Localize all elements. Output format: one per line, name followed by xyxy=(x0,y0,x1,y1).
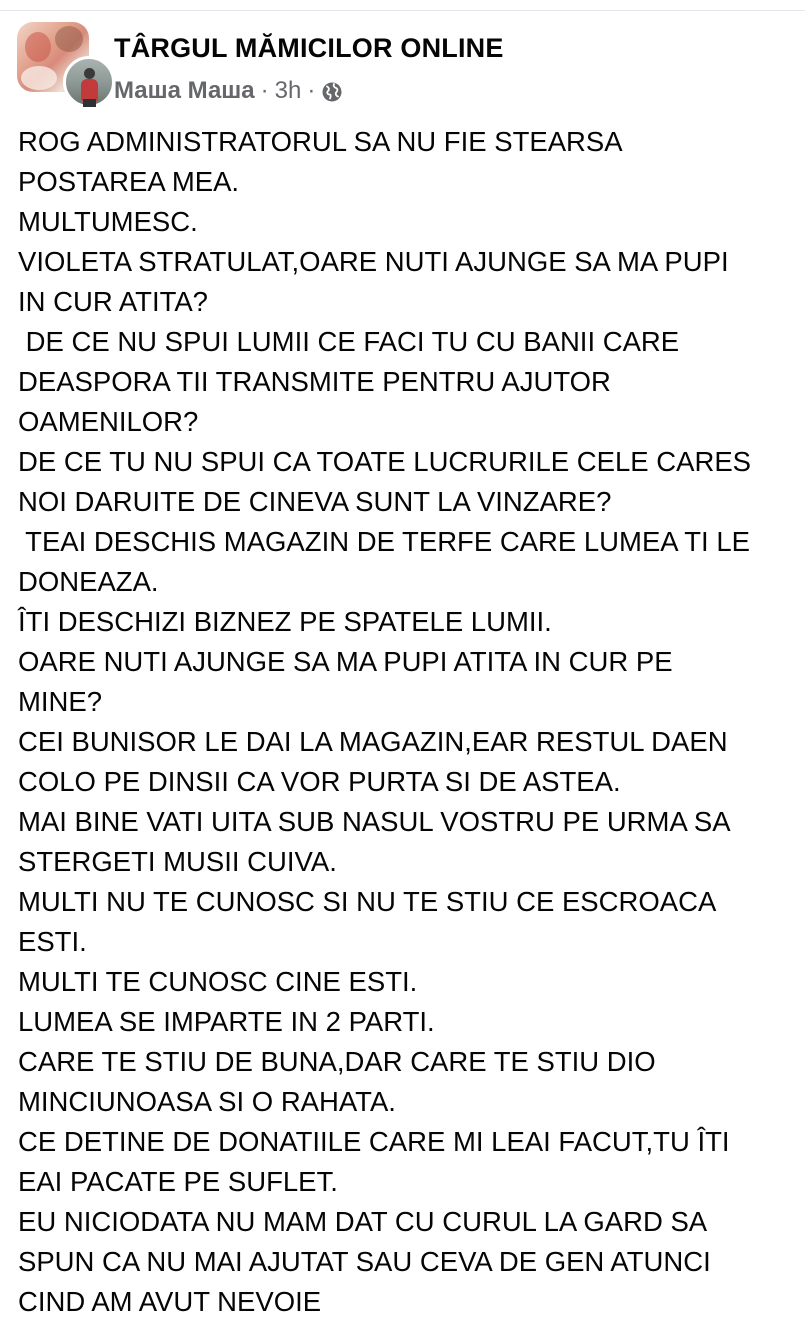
post-text-line: STERGETI MUSII CUIVA. xyxy=(18,846,337,877)
post-meta xyxy=(114,76,343,106)
post-text-line: CE DETINE DE DONATIILE CARE MI LEAI FACUT,TU ÎTI xyxy=(18,1126,730,1157)
author-avatar-detail xyxy=(83,99,96,107)
top-divider xyxy=(0,10,805,11)
post-text-line: NOI DARUITE DE CINEVA SUNT LA VINZARE? xyxy=(18,486,612,517)
meta-separator: · xyxy=(307,77,316,104)
author-name-link[interactable]: Маша Маша xyxy=(114,77,255,104)
post-text-line: ROG ADMINISTRATORUL SA NU FIE STEARSA xyxy=(18,126,623,157)
post-text-line: MULTI NU TE CUNOSC SI NU TE STIU CE ESCROACA xyxy=(18,886,717,917)
post-text-line: CEI BUNISOR LE DAI LA MAGAZIN,EAR RESTUL DAEN xyxy=(18,726,728,757)
group-name-link[interactable]: TÂRGUL MĂMICILOR ONLINE xyxy=(114,33,504,63)
post-text-line: DEASPORA TII TRANSMITE PENTRU AJUTOR xyxy=(18,366,611,397)
post-text-line: MINE? xyxy=(18,686,103,717)
post-text xyxy=(18,122,793,1322)
post-text-line: LUMEA SE IMPARTE IN 2 PARTI. xyxy=(18,1006,435,1037)
post-text-line: CIND AM AVUT NEVOIE xyxy=(18,1286,322,1317)
post-text-line: DE CE NU SPUI LUMII CE FACI TU CU BANII CARE xyxy=(18,326,680,357)
meta-separator: · xyxy=(260,77,269,104)
group-avatar-detail xyxy=(55,26,83,52)
post-text-line: MINCIUNOASA SI O RAHATA. xyxy=(18,1086,396,1117)
post-text-line: POSTAREA MEA. xyxy=(18,166,240,197)
post-text-line: DONEAZA. xyxy=(18,566,159,597)
post-text-line: ESTI. xyxy=(18,926,87,957)
post-header xyxy=(17,22,787,106)
post-text-line: VIOLETA STRATULAT,OARE NUTI AJUNGE SA MA PUPI xyxy=(18,246,729,277)
post-text-line: OAMENILOR? xyxy=(18,406,199,437)
post-text-line: IN CUR ATITA? xyxy=(18,286,208,317)
post-text-line: SPUN CA NU MAI AJUTAT SAU CEVA DE GEN ATUNCI xyxy=(18,1246,711,1277)
post-text-line: CARE TE STIU DE BUNA,DAR CARE TE STIU DIO xyxy=(18,1046,656,1077)
post-text-line: DE CE TU NU SPUI CA TOATE LUCRURILE CELE CARES xyxy=(18,446,752,477)
post-text-line: MULTUMESC. xyxy=(18,206,198,237)
post-time-link[interactable]: 3h xyxy=(274,77,302,104)
post-text-line: EAI PACATE PE SUFLET. xyxy=(18,1166,338,1197)
post-text-line: ÎTI DESCHIZI BIZNEZ PE SPATELE LUMII. xyxy=(18,606,552,637)
post-text-line: MULTI TE CUNOSC CINE ESTI. xyxy=(18,966,418,997)
group-avatar-detail xyxy=(21,66,57,90)
author-avatar-detail xyxy=(81,79,98,101)
post-text-line: MAI BINE VATI UITA SUB NASUL VOSTRU PE URMA SA xyxy=(18,806,731,837)
globe-icon[interactable] xyxy=(321,77,343,105)
post-text-line: EU NICIODATA NU MAM DAT CU CURUL LA GARD SA xyxy=(18,1206,708,1237)
post-text-line: TEAI DESCHIS MAGAZIN DE TERFE CARE LUMEA TI LE xyxy=(18,526,750,557)
author-avatar[interactable] xyxy=(63,56,115,108)
post-text-line: OARE NUTI AJUNGE SA MA PUPI ATITA IN CUR PE xyxy=(18,646,673,677)
group-avatar-detail xyxy=(25,32,51,62)
post-text-line: COLO PE DINSII CA VOR PURTA SI DE ASTEA. xyxy=(18,766,621,797)
author-avatar-detail xyxy=(84,68,95,79)
